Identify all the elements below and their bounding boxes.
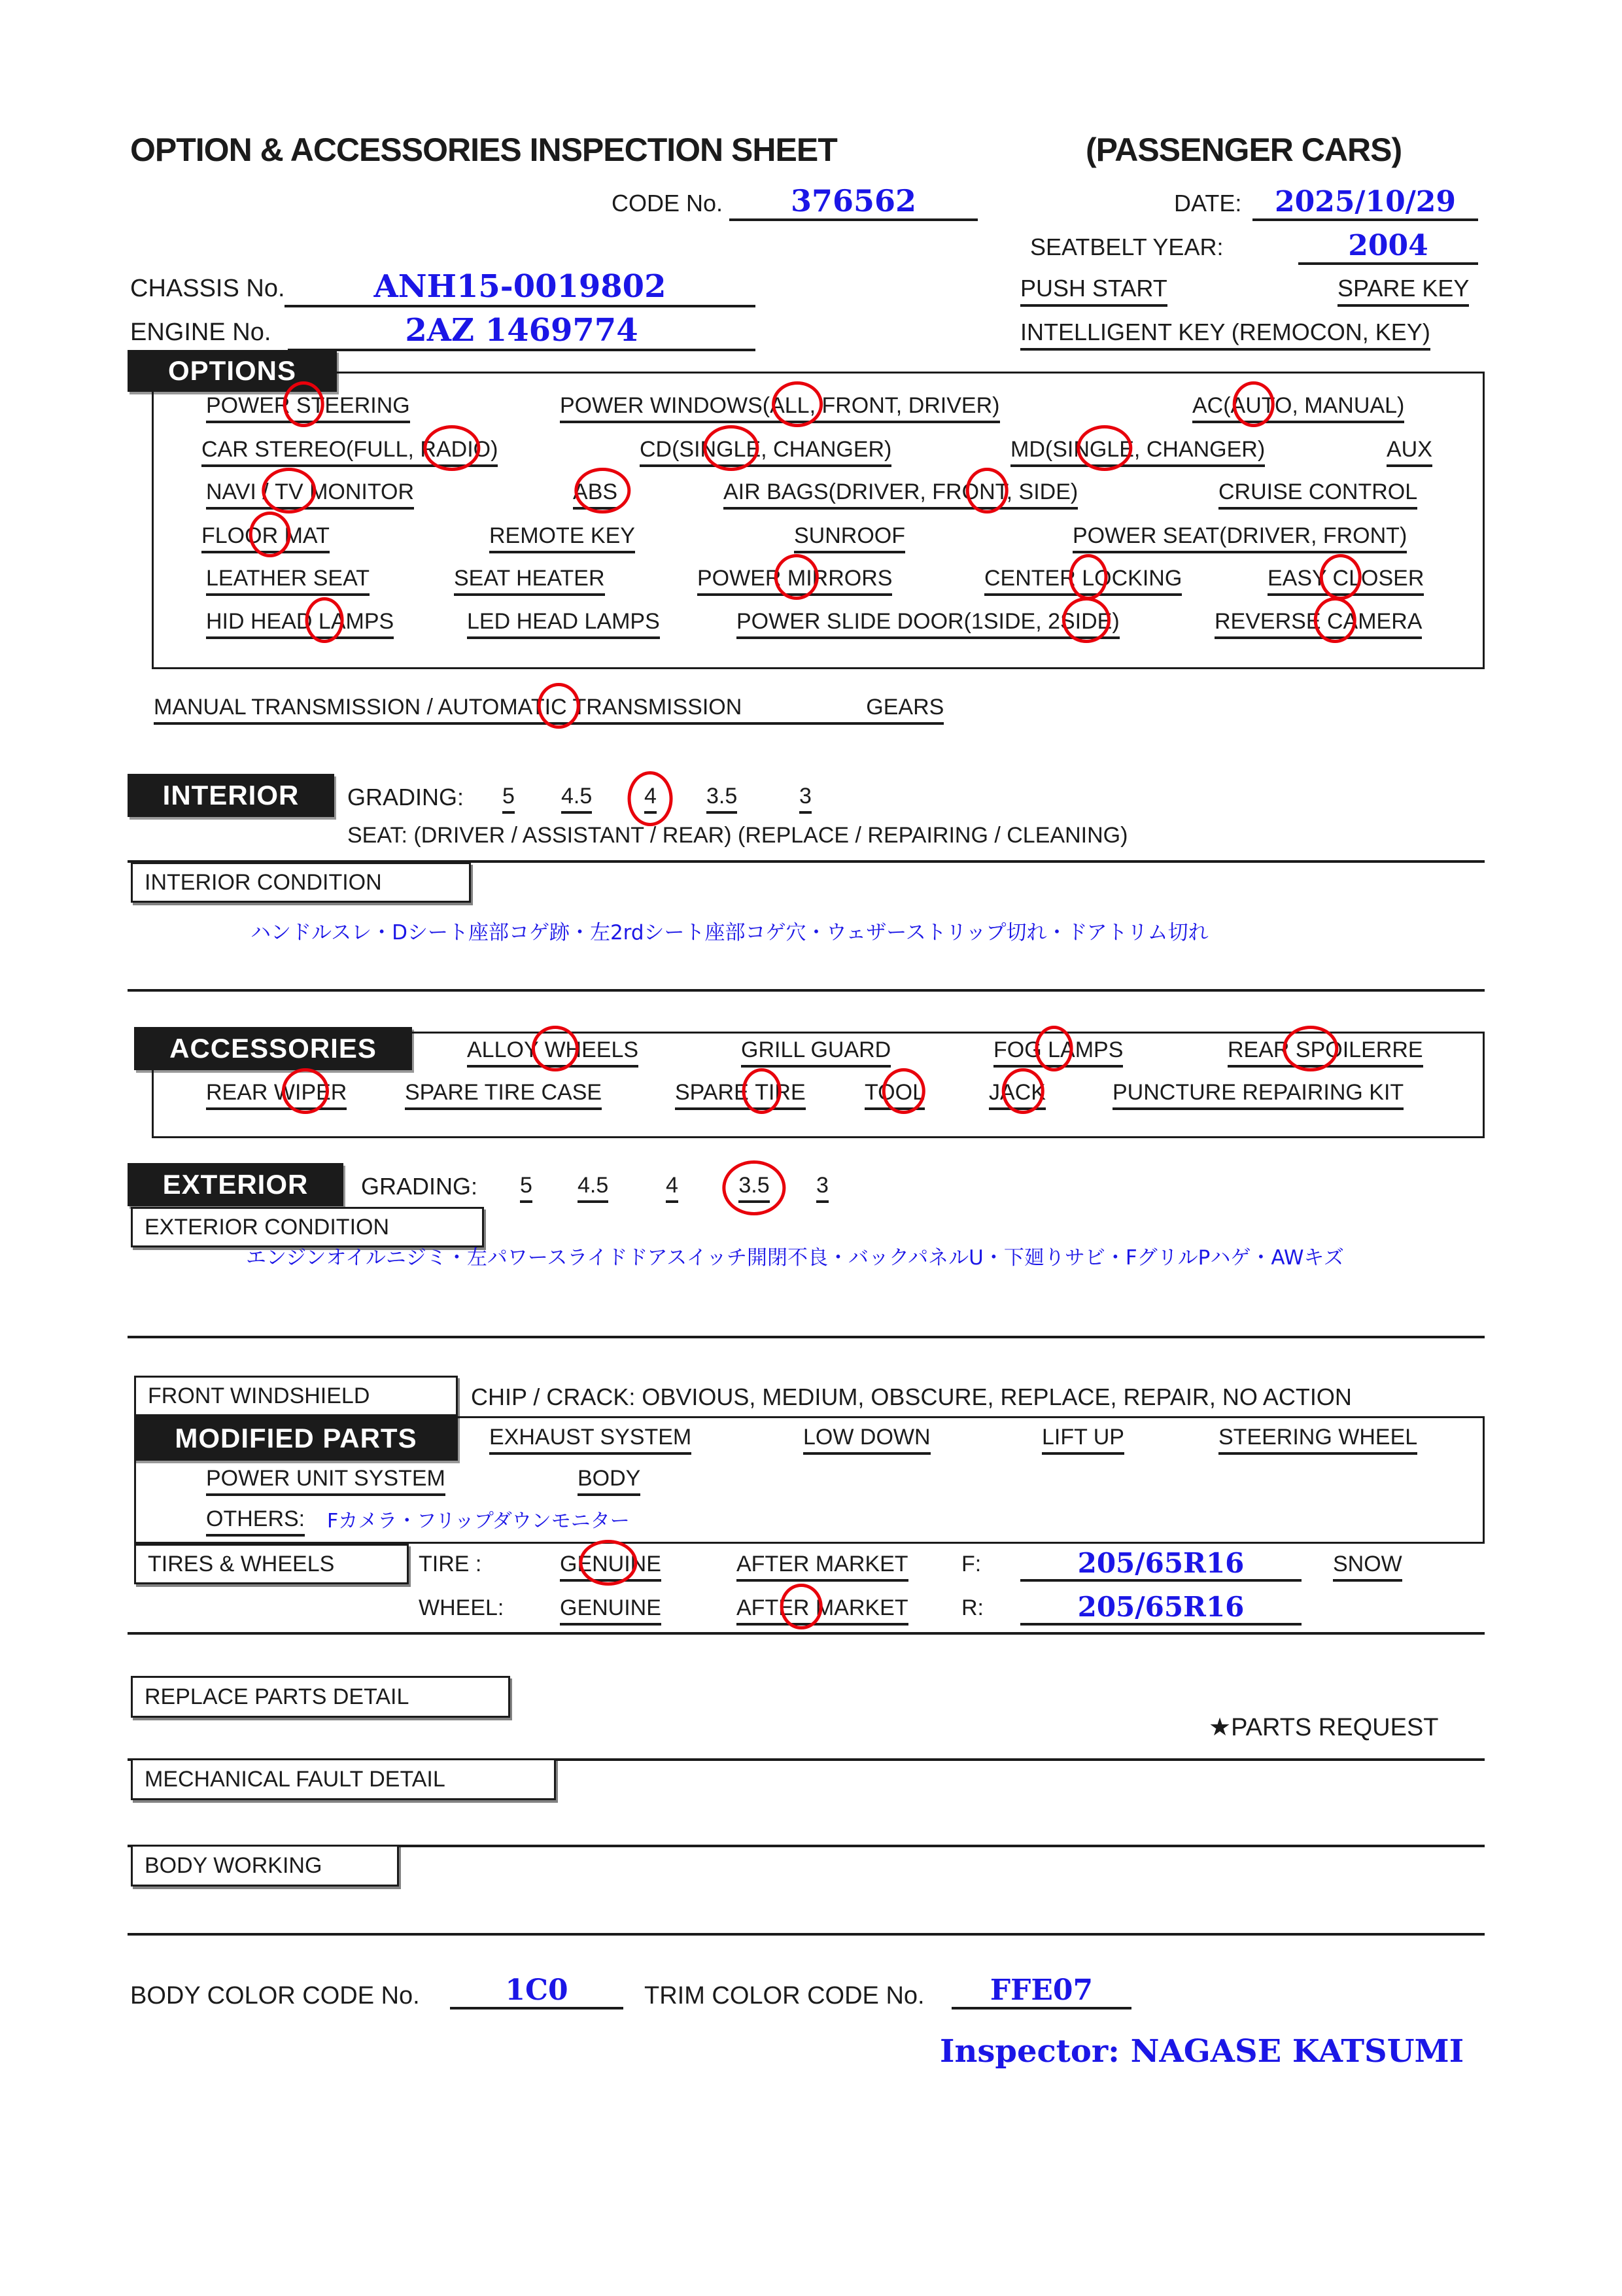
wheel-genuine: GENUINE [560,1595,661,1626]
intelligent-key-label: INTELLIGENT KEY (REMOCON, KEY) [1020,319,1430,351]
accessory-tool [865,1080,925,1110]
option-air-bags [723,479,1078,510]
transmission-line [154,695,944,725]
option-text: POWER SLIDE DOOR(1SIDE, 2S [736,609,1075,634]
accessory-text: ER [316,1080,347,1105]
option-center-locking [984,566,1182,596]
accessory-text: REAR W [206,1080,295,1105]
accessory-alloy-wheels [467,1037,638,1068]
push-start-label: PUSH START [1020,275,1167,307]
chassis-value: ANH15-0019802 [373,268,666,305]
option-text: OCKING [1094,566,1182,591]
option-car-stereo [201,437,498,467]
modified-others-label: OTHERS: [206,1506,305,1537]
option-easy-closer [1268,566,1424,596]
option-text: POWER WINDOWS(A [560,393,785,418]
option-text: AMPS [330,609,394,634]
date-value: 2025/10/29 [1274,185,1457,218]
tire-genuine [560,1552,661,1582]
accessory-fog-lamps [993,1037,1123,1068]
tires-wheels-title: TIRES & WHEELS [148,1551,335,1576]
option-sunroof: SUNROOF [794,523,905,553]
options-section-label: OPTIONS [128,350,337,392]
page-title: OPTION & ACCESSORIES INSPECTION SHEET [130,131,837,168]
option-text: CENTER [984,566,1082,591]
option-aux: AUX [1387,437,1432,467]
wheel-text: AFTE [736,1595,793,1620]
accessory-text: L [912,1080,925,1105]
chassis-label: CHASSIS No. [130,275,285,302]
accessory-text: FOG [993,1037,1048,1062]
interior-grading-label: GRADING: [347,784,464,810]
option-text: TO, MANUAL) [1261,393,1405,418]
option-leather-seat: LEATHER SEAT [206,566,370,596]
parts-request-label: ★PARTS REQUEST [1209,1714,1439,1741]
accessory-grill-guard: GRILL GUARD [741,1037,891,1068]
interior-grade-4-5: 4.5 [561,784,592,814]
red-circle-mark: BS [587,479,618,504]
red-circle-mark: TV [275,479,303,504]
option-remote-key: REMOTE KEY [489,523,635,553]
modified-others-value: Fカメラ・フリップダウンモニター [327,1510,630,1533]
accessory-text: JA [989,1080,1015,1105]
option-reverse-camera [1215,609,1422,639]
body-color-value: 1C0 [505,1974,568,2007]
accessory-text: TO [865,1080,895,1105]
wheel-after-market [736,1595,908,1626]
option-text: AMERA [1343,609,1423,634]
tire-after-market: AFTER MARKET [736,1552,908,1582]
option-text: MD(SIN [1010,437,1090,462]
option-text: A [573,479,588,504]
front-windshield-title: FRONT WINDSHIELD [148,1383,370,1408]
exterior-grade-3-5-selected: 3.5 [738,1173,769,1203]
option-text: CAR STEREO(FULL, R [201,437,436,462]
divider [128,989,1485,992]
red-circle-mark: W [544,1037,566,1062]
option-text: EASY [1268,566,1333,591]
accessory-rear-wiper [206,1080,347,1110]
gears-label: GEARS [866,695,944,720]
red-circle-mark: U [1245,393,1262,418]
red-circle-mark: C [1326,609,1343,634]
red-circle-mark: GL [1089,437,1120,462]
code-value: 376562 [790,183,917,218]
seatbelt-year-value: 2004 [1348,229,1428,262]
option-text: E, CHANGER) [746,437,892,462]
trim-color-label: TRIM COLOR CODE No. [644,1982,925,2009]
modified-body: BODY [578,1466,640,1496]
exterior-grading-label: GRADING: [361,1173,478,1200]
engine-label: ENGINE No. [130,319,271,346]
accessory-text: HEELS [565,1037,639,1062]
option-text: IO) [467,437,498,462]
body-working-title: BODY WORKING [145,1852,322,1878]
accessories-section-label: ACCESSORIES [134,1027,412,1070]
tire-front-blank [1020,1539,1302,1582]
option-power-slide-door [736,609,1120,639]
option-text: LOSER [1349,566,1424,591]
divider [128,1933,1485,1936]
transmission-text: MANUAL TRANSMISSION / AUTOMATI [154,695,551,720]
divider [128,1336,1485,1338]
exterior-condition-note: エンジンオイルニジミ・左パワースライドドアスイッチ開閉不良・バックパネルU・下廻りサビ・FグリルPハゲ・AWキズ [246,1246,1344,1270]
option-text: AC(A [1192,393,1246,418]
tire-label: TIRE : [419,1552,482,1576]
option-text: FLOO [201,523,262,548]
tire-front-value: 205/65R16 [1077,1547,1245,1579]
option-power-mirrors [697,566,892,596]
inspector-signature: Inspector: NAGASE KATSUMI [940,2033,1464,2070]
accessory-text: K [1031,1080,1046,1105]
accessory-text: OILERRE [1325,1037,1423,1062]
tire-text: INE [624,1552,661,1576]
accessory-text: ALLOY [467,1037,545,1062]
red-circle-mark: C [1332,566,1349,591]
accessory-spare-tire-case: SPARE TIRE CASE [405,1080,602,1110]
date-label: DATE: [1174,190,1242,217]
option-text: NAVI / [206,479,275,504]
red-circle-mark: LL [784,393,810,418]
option-power-windows [560,393,1000,423]
exterior-grade-3: 3 [816,1173,829,1203]
option-text: REVERSE [1215,609,1327,634]
tire-rear-value: 205/65R16 [1077,1591,1245,1623]
red-circle-mark: S [296,393,311,418]
interior-grade-5: 5 [502,784,515,814]
option-power-seat: POWER SEAT(DRIVER, FRONT) [1073,523,1407,553]
interior-condition-box [131,862,471,903]
exterior-section-label: EXTERIOR [128,1163,343,1206]
wheel-label: WHEEL: [419,1595,504,1620]
option-text: POWER [206,393,296,418]
interior-condition-note: ハンドルスレ・Dシート座部コゲ跡・左2rdシート座部コゲ穴・ウェザーストリップ切れ・ドアトリム切れ [250,921,1209,945]
front-windshield-box [134,1376,458,1416]
tire-front-label: F: [961,1552,982,1576]
code-blank [729,175,978,221]
chip-crack-line: CHIP / CRACK: OBVIOUS, MEDIUM, OBSCURE, REPLACE, REPAIR, NO ACTION [471,1383,1352,1410]
option-text: POWER [697,566,787,591]
accessory-text: IRE [768,1080,806,1105]
engine-blank [288,304,755,351]
option-md [1010,437,1265,467]
exterior-condition-title: EXTERIOR CONDITION [145,1214,390,1240]
body-working-box [131,1845,399,1887]
option-abs [573,479,617,510]
exterior-grade-4: 4 [666,1173,678,1203]
option-ac [1192,393,1404,423]
trim-color-blank [952,1968,1131,2009]
option-hid-head-lamps [206,609,394,639]
red-circle-mark: C [551,695,567,720]
option-navi-tv-monitor [206,479,414,510]
page-subtitle: (PASSENGER CARS) [1086,131,1402,168]
interior-seat-line: SEAT: (DRIVER / ASSISTANT / REAR) (REPLACE / REPAIRING / CLEANING) [347,823,1128,848]
red-circle-mark: L [1048,1037,1061,1062]
code-label: CODE No. [612,190,723,217]
option-led-head-lamps: LED HEAD LAMPS [467,609,660,639]
tire-text: GE [560,1552,593,1576]
mechanical-fault-detail-box [131,1758,556,1800]
accessory-text: REAR [1228,1037,1296,1062]
mechanical-fault-detail-title: MECHANICAL FAULT DETAIL [145,1766,445,1792]
accessory-puncture-kit: PUNCTURE REPAIRING KIT [1113,1080,1404,1110]
interior-section-label: INTERIOR [128,774,334,817]
exterior-grade-4-5: 4.5 [578,1173,608,1203]
red-circle-mark: R [793,1595,810,1620]
red-circle-mark: ID [1075,609,1097,634]
interior-grade-3: 3 [799,784,812,814]
seatbelt-year-blank [1298,219,1478,265]
option-text: E, CHANGER) [1119,437,1266,462]
option-seat-heater: SEAT HEATER [454,566,605,596]
option-text: T, SIDE) [995,479,1078,504]
red-circle-mark: C [1014,1080,1031,1105]
option-text: E) [1097,609,1120,634]
divider [128,1632,1485,1635]
accessory-jack [989,1080,1046,1110]
accessory-rear-spoiler [1228,1037,1423,1068]
red-circle-mark: M [787,566,806,591]
red-circle-mark: L [318,609,331,634]
modified-power-unit-system: POWER UNIT SYSTEM [206,1466,445,1496]
option-text: HID HEAD [206,609,319,634]
red-circle-mark: T [755,1080,768,1105]
tire-rear-blank [1020,1582,1302,1626]
date-blank [1252,175,1478,221]
trim-color-value: FFE07 [990,1974,1094,2007]
modified-lift-up: LIFT UP [1042,1425,1124,1455]
modified-steering-wheel: STEERING WHEEL [1218,1425,1417,1455]
tire-rear-label: R: [961,1595,984,1620]
red-circle-mark: SP [1295,1037,1326,1062]
interior-grade-4-selected: 4 [644,784,657,814]
body-color-label: BODY COLOR CODE No. [130,1982,420,2009]
modified-parts-section-label: MODIFIED PARTS [134,1416,458,1461]
red-circle-mark: IP [295,1080,317,1105]
transmission-text: TRANSMISSION [566,695,742,720]
replace-parts-detail-box [131,1676,510,1718]
interior-grade-3-5: 3.5 [706,784,737,814]
option-text: , FRONT, DRIVER) [809,393,1000,418]
spare-key-label: SPARE KEY [1337,275,1469,307]
modified-exhaust-system: EXHAUST SYSTEM [489,1425,691,1455]
red-circle-mark: O [895,1080,913,1105]
red-circle-mark: NU [592,1552,625,1576]
seatbelt-year-label: SEATBELT YEAR: [1030,234,1224,260]
interior-condition-title: INTERIOR CONDITION [145,869,382,895]
tire-snow: SNOW [1333,1552,1402,1582]
accessory-spare-tire [675,1080,806,1110]
option-text: TEERING [311,393,410,418]
option-text: MONITOR [303,479,414,504]
option-text: IRRORS [806,566,893,591]
modified-low-down: LOW DOWN [803,1425,931,1455]
chassis-blank [285,260,755,307]
option-cd [640,437,891,467]
accessory-text: SPARE [675,1080,755,1105]
option-text: MAT [278,523,330,548]
option-power-steering [206,393,410,423]
red-circle-mark: R [262,523,279,548]
body-color-blank [450,1968,623,2009]
engine-value: 2AZ 1469774 [405,312,638,349]
accessory-text: AMPS [1060,1037,1124,1062]
option-text: AIR BAGS(DRIVER, FRO [723,479,980,504]
red-circle-mark: GL [716,437,746,462]
tires-wheels-box [134,1544,409,1584]
red-circle-mark: L [1082,566,1095,591]
option-text: CD(SIN [640,437,717,462]
wheel-text: MARKET [809,1595,908,1620]
red-circle-mark: N [979,479,995,504]
option-floor-mat [201,523,330,553]
option-cruise-control: CRUISE CONTROL [1218,479,1417,510]
replace-parts-detail-title: REPLACE PARTS DETAIL [145,1684,409,1709]
exterior-grade-5: 5 [520,1173,532,1203]
red-circle-mark: AD [436,437,468,462]
